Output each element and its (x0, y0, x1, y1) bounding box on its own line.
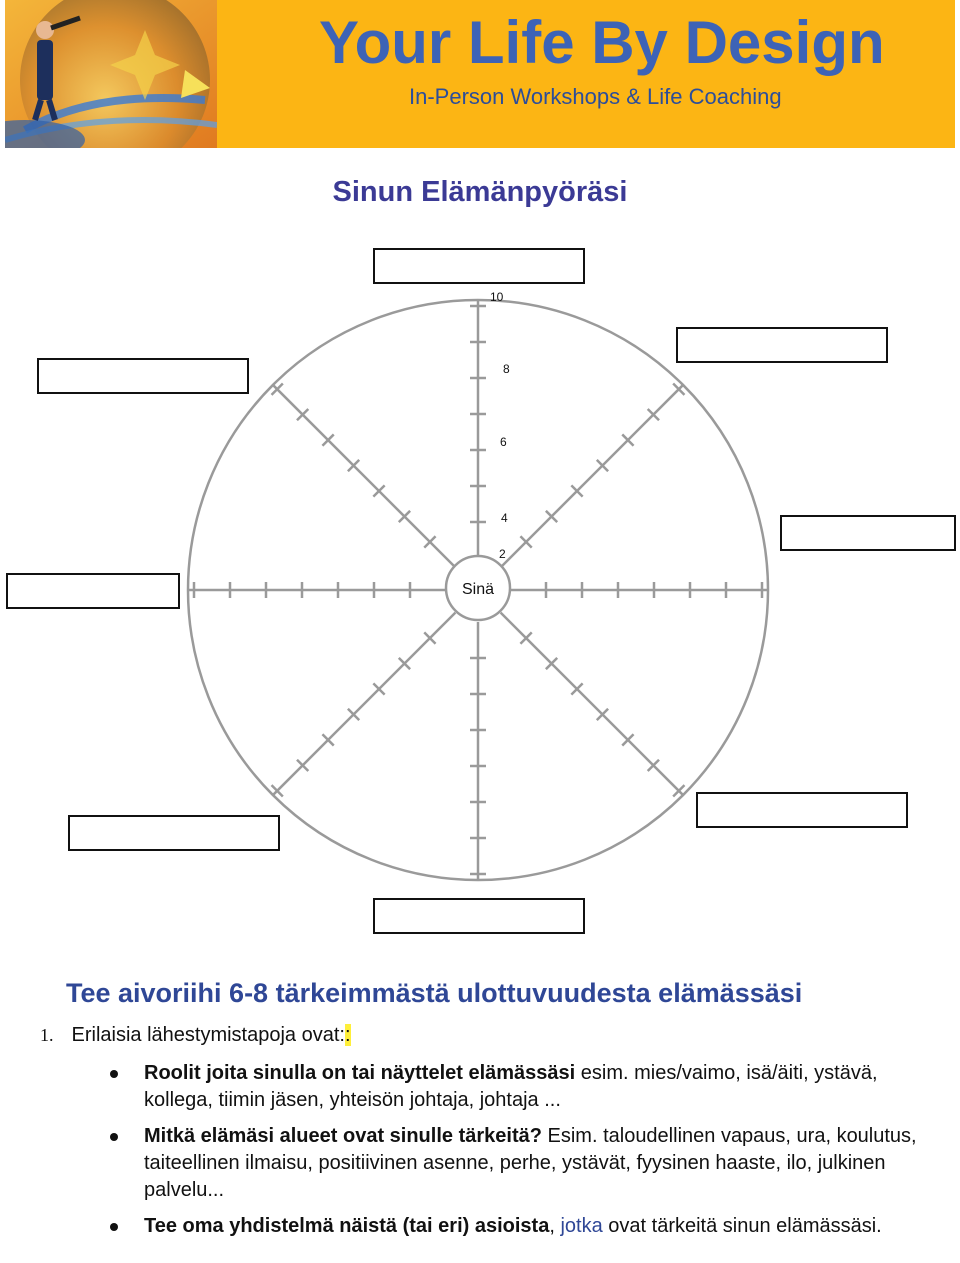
wheel-label-box-left[interactable] (6, 573, 180, 609)
bullet-bold-text: Mitkä elämäsi alueet ovat sinulle tärkeitä? (144, 1125, 542, 1147)
spoke-top-right (501, 385, 683, 567)
bullet-text: Esim. taloudellinen vapaus, ura, koulutus, taiteellinen ilmaisu, positiivinen asenne, perhe, ystävät, fyysinen haaste, ilo, julkinen palvelu... (144, 1125, 917, 1201)
wheel-label-box-top-left[interactable] (37, 358, 249, 394)
bullet-link-word: jotka (560, 1215, 603, 1237)
highlight-mark: : (344, 1024, 351, 1046)
scale-label-2: 2 (499, 547, 506, 561)
wheel-label-box-top-right[interactable] (676, 327, 888, 363)
instructions-heading: Tee aivoriihi 6-8 tärkeimmästä ulottuvuudesta elämässäsi (66, 978, 803, 1008)
bullet-text-before: , (549, 1215, 561, 1237)
wheel-label-box-top[interactable] (373, 248, 585, 284)
step-text: Erilaisia lähestymistapoja ovat: (71, 1024, 345, 1046)
scale-label-6: 6 (500, 435, 507, 449)
spoke-bottom-right (501, 613, 683, 795)
list-item (110, 1213, 950, 1240)
instruction-bullets (110, 1060, 950, 1249)
page-title: Sinun Elämänpyöräsi (332, 176, 628, 208)
bullet-text: ovat tärkeitä sinun elämässäsi. (602, 1215, 882, 1237)
step-1 (40, 1024, 351, 1047)
wheel-label-box-bottom[interactable] (373, 898, 585, 934)
scale-label-4: 4 (501, 511, 508, 525)
banner-subtitle: In-Person Workshops & Life Coaching (409, 84, 782, 109)
bullet-bold-text: Roolit joita sinulla on tai näyttelet elämässäsi (144, 1062, 576, 1084)
banner-title: Your Life By Design (319, 9, 885, 76)
step-number: 1. (40, 1025, 54, 1045)
spoke-bottom-left (273, 613, 455, 795)
list-item (110, 1060, 950, 1114)
center-label: Sinä (461, 581, 495, 598)
scale-label-10: 10 (490, 290, 504, 304)
scale-label-8: 8 (503, 362, 510, 376)
bullet-text: esim. mies/vaimo, isä/äiti, ystävä, kollega, tiimin jäsen, yhteisön johtaja, johtaja ... (144, 1062, 878, 1111)
bullet-bold-text: Tee oma yhdistelmä näistä (tai eri) asioista (144, 1215, 550, 1237)
spoke-top-left (273, 385, 455, 567)
telescope-man-on-globe-icon (5, 0, 217, 148)
header-banner (5, 0, 955, 148)
wheel-label-box-bottom-left[interactable] (68, 815, 280, 851)
wheel-label-box-bottom-right[interactable] (696, 792, 908, 828)
list-item (110, 1123, 950, 1204)
wheel-label-box-right[interactable] (780, 515, 956, 551)
